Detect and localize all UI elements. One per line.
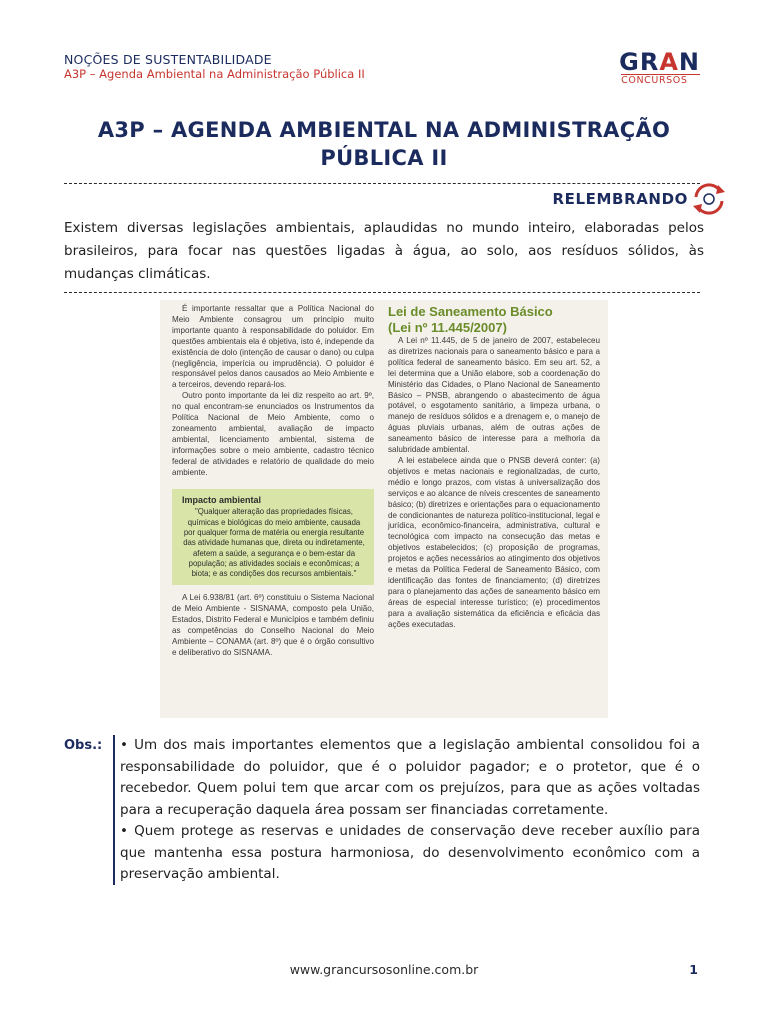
intro-paragraph: Existem diversas legislações ambientais, aplaudidas no mundo inteiro, elaboradas pelos brasileiros, para focar nas questões ligadas à água, ao solo, aos resíduos sólidos, às mudanças climáticas. [64,220,704,282]
footer-url-link[interactable]: www.grancursosonline.com.br [289,962,479,977]
lesson-topic: A3P – Agenda Ambiental na Administração Pública II [64,67,365,81]
divider-top [64,183,700,184]
impact-definition-box [172,489,374,586]
page-header [64,48,704,92]
box-text: "Qualquer alteração das propriedades físicas, químicas e biológicas do meio ambiente, causada por qualquer forma de matéria ou energia resultante das atividade humanas que, direta ou indiretamente, afetem a saúde, a segurança e o bem-estar da população; as atividades sociais e econômicas; a biota; e as condições dos recursos ambientais." [183,507,365,579]
law-heading: Lei de Saneamento Básico (Lei nº 11.445/2007) [388,304,553,335]
scan-right-column [388,304,600,630]
scan-paragraph: A Lei nº 11.445, de 5 de janeiro de 2007, estabeleceu as diretrizes nacionais para o saneamento básico e para a política federal de saneamento básico. Em seu art. 52, a lei determina que a União elabore, sob a coordenação do Ministério das Cidades, o Plano Nacional de Saneamento Básico – PNSB, abrangendo o abastecimento de água potável, o esgotamento sanitário, a limpeza urbana, o manejo de resíduos sólidos e a drenagem e, o manejo de águas pluviais urbanas, além de outras ações de saneamento básico de interesse para a melhoria da salubridade ambiental. [388,336,600,455]
scan-paragraph: Outro ponto importante da lei diz respeito ao art. 9º, no qual encontram-se enunciados os Instrumentos da Política Nacional de Meio Ambiente, como o zoneamento ambiental, avaliação de impacto ambiental, licenciamento ambiental, sistema de informações sobre o meio ambiente, cadastro técnico federal de atividades e relatório de qualidade do meio ambiente. [172,391,374,477]
obs-vertical-bar [113,735,115,885]
page-number: 1 [689,962,698,977]
scan-paragraph: A lei estabelece ainda que o PNSB deverá conter: (a) objetivos e metas nacionais e regionalizadas, de curto, médio e longo prazos, com vistas à universalização dos serviços e ao alcance de níveis crescentes de saneamento básico; (b) diretrizes e orientações para o equacionamento de condicionantes de natureza político-institucional, legal e jurídica, econômico-financeira, administrativa, cultural e tecnológica com impacto na consecução das metas e objetivos estabelecidos; (c) proposição de programas, projetos e ações necessários ao atingimento dos objetivos e metas da Política Federal de Saneamento Básico, com identificação das fontes de financiamento; (d) diretrizes para o planejamento das ações de saneamento básico em áreas de especial interesse turístico; (e) procedimentos para a avaliação sistemática da eficiência e eficácia das ações executadas. [388,455,600,629]
obs-item: • Quem protege as reservas e unidades de conservação deve receber auxílio para que mantenha essa postura harmoniosa, do desenvolvimento econômico com a preservação ambiental. [120,823,700,882]
box-title: Impacto ambiental [182,494,262,505]
logo-subtitle: CONCURSOS [621,74,700,86]
section-label: RELEMBRANDO [552,190,688,208]
scan-paragraph: É importante ressaltar que a Política Nacional do Meio Ambiente consagrou um princípio muito importante quanto à responsabilidade do poluidor. Em questões ambientais ela é objetiva, isto é, independe da existência de dolo (intenção de causar o dano) ou culpa (negligência, imperícia ou imprudência). O poluidor é responsável pelos danos causados ao Meio Ambiente e a terceiros, devendo repará-los. [172,304,374,390]
obs-content [120,735,700,886]
gran-logo [619,50,700,86]
divider-bottom [64,292,700,293]
course-name: NOÇÕES DE SUSTENTABILIDADE [64,52,272,67]
scanned-textbook-page [160,300,608,718]
obs-item: • Um dos mais importantes elementos que a legislação ambiental consolidou foi a responsabilidade do poluidor, que é o poluidor pagador; e o protetor, que é o recebedor. Quem polui tem que arcar com os prejuízos, para que as ações voltadas para a recuperação daquela área possam ser financiadas corretamente. [120,737,700,818]
page-title: A3P – AGENDA AMBIENTAL NA ADMINISTRAÇÃO PÚBLICA II [97,118,671,170]
obs-label: Obs.: [64,738,103,753]
refresh-arrows-icon [690,180,728,218]
scan-paragraph: A Lei 6.938/81 (art. 6º) constituiu o Sistema Nacional de Meio Ambiente - SISNAMA, composto pela União, Estados, Distrito Federal e Municípios e também definiu as competências do Conselho Nacional do Meio Ambiente – CONAMA (art. 8º) que é o órgão consultivo e deliberativo do SISNAMA. [172,593,374,658]
scan-left-column [172,304,374,659]
logo-wordmark: GRAN [619,48,700,76]
